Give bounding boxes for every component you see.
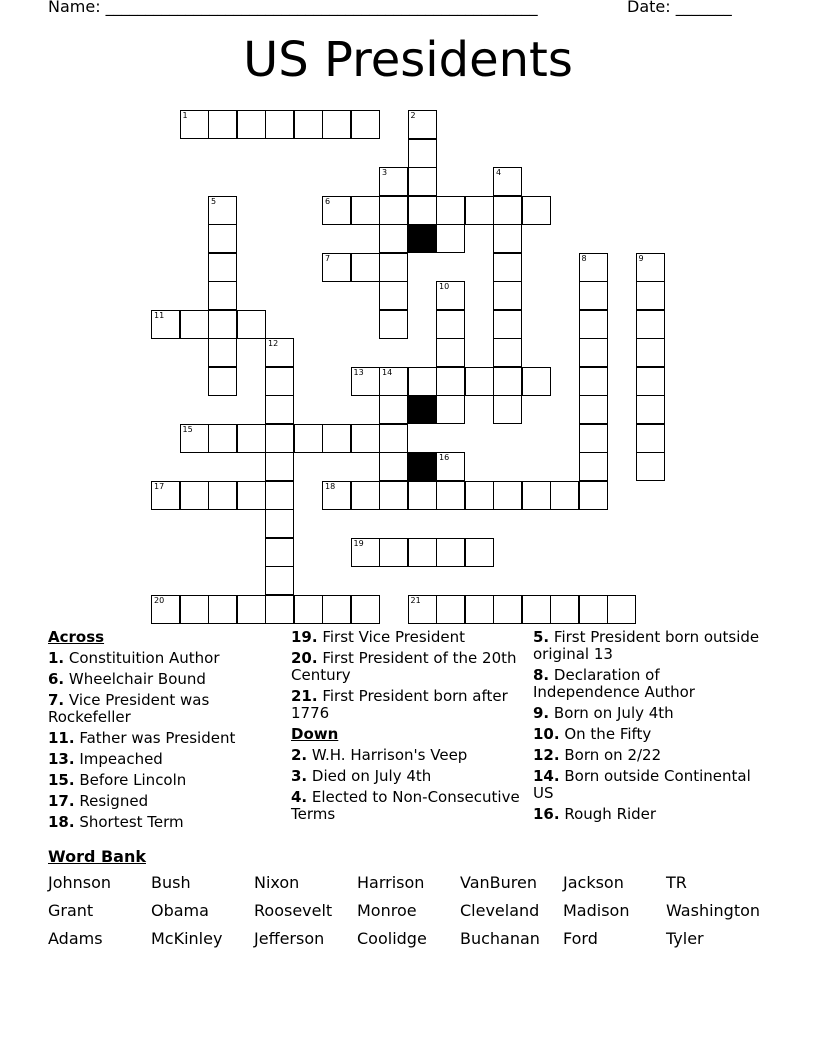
- clue-text: First Vice President: [317, 628, 465, 646]
- crossword-cell[interactable]: [151, 595, 180, 624]
- word-bank-item: Nixon: [254, 873, 300, 892]
- crossword-cell[interactable]: [351, 367, 380, 396]
- word-bank-item: Cleveland: [460, 901, 540, 920]
- crossword-cell[interactable]: [579, 481, 608, 510]
- crossword-cell[interactable]: [379, 424, 408, 453]
- clue-number: 15: [182, 424, 193, 434]
- clue-number-label: 19.: [291, 628, 318, 646]
- crossword-cell[interactable]: [636, 281, 665, 310]
- clue: [48, 772, 280, 789]
- crossword-cell[interactable]: [636, 310, 665, 339]
- crossword-cell[interactable]: [265, 538, 294, 567]
- down-heading: Down: [291, 725, 339, 743]
- crossword-cell[interactable]: [208, 224, 237, 253]
- clue-text: On the Fifty: [559, 725, 652, 743]
- clue-text: Father was President: [74, 729, 236, 747]
- word-bank-item: Washington: [666, 901, 761, 920]
- clue: [48, 751, 280, 768]
- crossword-cell[interactable]: [265, 395, 294, 424]
- clue: [533, 747, 768, 764]
- clue-text: First President of the 20th Century: [291, 649, 517, 684]
- clue-text: Born outside Continental US: [533, 767, 751, 802]
- crossword-cell[interactable]: [208, 481, 237, 510]
- crossword-cell[interactable]: [436, 452, 465, 481]
- crossword-cell[interactable]: [493, 395, 522, 424]
- crossword-cell[interactable]: [550, 481, 579, 510]
- crossword-cell[interactable]: [436, 338, 465, 367]
- clue-text: Vice President was Rockefeller: [48, 691, 210, 726]
- clue-number-label: 9.: [533, 704, 550, 722]
- clue-number: 21: [410, 595, 421, 605]
- crossword-cell[interactable]: [265, 509, 294, 538]
- crossword-cell[interactable]: [522, 481, 551, 510]
- crossword-cell[interactable]: [151, 310, 180, 339]
- crossword-cell[interactable]: [379, 167, 408, 196]
- crossword-cell[interactable]: [636, 367, 665, 396]
- crossword-cell[interactable]: [208, 110, 237, 139]
- clue-number-label: 8.: [533, 666, 550, 684]
- clue-number-label: 5.: [533, 628, 550, 646]
- clue-number-label: 3.: [291, 767, 308, 785]
- crossword-cell[interactable]: [408, 196, 437, 225]
- clue-number-label: 16.: [533, 805, 560, 823]
- clue: [291, 747, 523, 764]
- clue-number: 5: [211, 196, 217, 206]
- crossword-cell[interactable]: [493, 196, 522, 225]
- clue-number: 2: [410, 111, 416, 120]
- clue-number-label: 11.: [48, 729, 75, 747]
- clue-number-label: 7.: [48, 691, 65, 709]
- crossword-cell[interactable]: [607, 595, 636, 624]
- clue-number-label: 10.: [533, 725, 560, 743]
- crossword-cell[interactable]: [408, 110, 437, 139]
- clue-number: 6: [325, 196, 331, 206]
- clue: [48, 650, 280, 667]
- crossword-cell[interactable]: [465, 538, 494, 567]
- word-bank-item: Tyler: [666, 929, 704, 948]
- clue-number-label: 13.: [48, 750, 75, 768]
- clue-text: First President born after 1776: [291, 687, 508, 722]
- clue-number: 11: [154, 310, 165, 320]
- clue: [291, 688, 523, 722]
- word-bank-item: Harrison: [357, 873, 425, 892]
- crossword-cell[interactable]: [322, 481, 351, 510]
- crossword-cell[interactable]: [436, 224, 465, 253]
- crossword-cell[interactable]: [351, 110, 380, 139]
- clue: [48, 692, 280, 726]
- clue-number: 16: [439, 453, 450, 462]
- word-bank-item: Jackson: [563, 873, 624, 892]
- crossword-cell[interactable]: [522, 367, 551, 396]
- crossword-cell[interactable]: [436, 538, 465, 567]
- crossword-cell[interactable]: [579, 253, 608, 282]
- crossword-cell[interactable]: [579, 310, 608, 339]
- crossword-cell[interactable]: [408, 139, 437, 168]
- crossword-cell[interactable]: [265, 424, 294, 453]
- crossword-cell[interactable]: [636, 424, 665, 453]
- word-bank-item: Jefferson: [254, 929, 325, 948]
- clue-number: 9: [638, 253, 644, 263]
- crossword-cell[interactable]: [180, 424, 209, 453]
- crossword-cell[interactable]: [180, 595, 209, 624]
- clue-text: Wheelchair Bound: [64, 670, 206, 688]
- clue: [533, 629, 768, 663]
- crossword-cell[interactable]: [579, 424, 608, 453]
- black-square: [408, 224, 437, 253]
- crossword-cell[interactable]: [636, 338, 665, 367]
- crossword-cell[interactable]: [408, 481, 437, 510]
- crossword-cell[interactable]: [636, 395, 665, 424]
- clue: [48, 730, 280, 747]
- clue-number-label: 17.: [48, 792, 75, 810]
- clue: [48, 814, 280, 831]
- clue: [291, 789, 523, 823]
- crossword-cell[interactable]: [465, 367, 494, 396]
- crossword-cell[interactable]: [493, 224, 522, 253]
- crossword-cell[interactable]: [265, 110, 294, 139]
- word-bank-item: Ford: [563, 929, 598, 948]
- crossword-cell[interactable]: [436, 367, 465, 396]
- crossword-cell[interactable]: [180, 310, 209, 339]
- crossword-cell[interactable]: [465, 196, 494, 225]
- crossword-cell[interactable]: [379, 281, 408, 310]
- clue-column-2: [291, 629, 523, 827]
- crossword-cell[interactable]: [237, 481, 266, 510]
- word-bank-item: TR: [666, 873, 687, 892]
- clue: [291, 650, 523, 684]
- crossword-cell[interactable]: [237, 310, 266, 339]
- clue-number-label: 21.: [291, 687, 318, 705]
- clue: [291, 629, 523, 646]
- clue-text: Born on July 4th: [549, 704, 674, 722]
- crossword-cell[interactable]: [408, 595, 437, 624]
- crossword-cell[interactable]: [208, 310, 237, 339]
- clue: [48, 671, 280, 688]
- crossword-cell[interactable]: [379, 367, 408, 396]
- black-square: [408, 395, 437, 424]
- crossword-cell[interactable]: [151, 481, 180, 510]
- clue-number-label: 20.: [291, 649, 318, 667]
- crossword-cell[interactable]: [493, 595, 522, 624]
- crossword-cell[interactable]: [294, 110, 323, 139]
- crossword-cell[interactable]: [322, 595, 351, 624]
- crossword-cell[interactable]: [265, 452, 294, 481]
- crossword-cell[interactable]: [493, 167, 522, 196]
- clue-text: Elected to Non-Consecutive Terms: [291, 788, 520, 823]
- word-bank-item: VanBuren: [460, 873, 537, 892]
- clue-text: Died on July 4th: [307, 767, 432, 785]
- clue-number: 7: [325, 253, 331, 263]
- crossword-cell[interactable]: [436, 310, 465, 339]
- clue-number: 1: [182, 111, 188, 120]
- crossword-cell[interactable]: [436, 196, 465, 225]
- clue-number-label: 18.: [48, 813, 75, 831]
- clue-number: 14: [382, 367, 393, 377]
- crossword-cell[interactable]: [237, 424, 266, 453]
- crossword-cell[interactable]: [493, 310, 522, 339]
- crossword-cell[interactable]: [322, 196, 351, 225]
- crossword-cell[interactable]: [493, 367, 522, 396]
- crossword-cell[interactable]: [379, 481, 408, 510]
- clue: [48, 793, 280, 810]
- crossword-cell[interactable]: [265, 595, 294, 624]
- clue-number: 8: [581, 253, 587, 263]
- clue-number: 12: [268, 339, 279, 348]
- word-bank-heading: Word Bank: [48, 847, 147, 866]
- clue-number-label: 4.: [291, 788, 308, 806]
- clue-number: 4: [496, 168, 502, 177]
- crossword-cell[interactable]: [465, 595, 494, 624]
- crossword-cell[interactable]: [579, 367, 608, 396]
- crossword-cell[interactable]: [579, 595, 608, 624]
- crossword-cell[interactable]: [351, 481, 380, 510]
- word-bank: [48, 874, 788, 948]
- crossword-cell[interactable]: [237, 595, 266, 624]
- across-heading: Across: [48, 628, 105, 646]
- crossword-cell[interactable]: [636, 452, 665, 481]
- word-bank-item: Monroe: [357, 901, 417, 920]
- clue-number: 19: [353, 538, 364, 548]
- crossword-cell[interactable]: [436, 281, 465, 310]
- clue-number: 18: [325, 481, 336, 491]
- crossword-cell[interactable]: [579, 281, 608, 310]
- crossword-cell[interactable]: [208, 253, 237, 282]
- crossword-cell[interactable]: [579, 452, 608, 481]
- crossword-cell[interactable]: [436, 395, 465, 424]
- crossword-cell[interactable]: [265, 367, 294, 396]
- clue: [533, 768, 768, 802]
- word-bank-item: Obama: [151, 901, 209, 920]
- clue-number-label: 14.: [533, 767, 560, 785]
- word-bank-item: Grant: [48, 901, 94, 920]
- clue-number: 13: [353, 367, 364, 377]
- clue-text: First President born outside original 13: [533, 628, 760, 663]
- crossword-cell[interactable]: [208, 196, 237, 225]
- crossword-cell[interactable]: [294, 595, 323, 624]
- clue-number: 3: [382, 168, 388, 177]
- clue-text: W.H. Harrison's Veep: [307, 746, 468, 764]
- clue-number-label: 15.: [48, 771, 75, 789]
- crossword-cell[interactable]: [522, 196, 551, 225]
- crossword-cell[interactable]: [408, 538, 437, 567]
- crossword-cell[interactable]: [493, 281, 522, 310]
- clue-text: Born on 2/22: [559, 746, 662, 764]
- crossword-cell[interactable]: [351, 538, 380, 567]
- crossword-cell[interactable]: [436, 595, 465, 624]
- clue-number-label: 12.: [533, 746, 560, 764]
- crossword-cell[interactable]: [351, 595, 380, 624]
- crossword-cell[interactable]: [379, 196, 408, 225]
- clue-text: Resigned: [74, 792, 149, 810]
- clue-column-3: [533, 629, 768, 827]
- clue-number-label: 6.: [48, 670, 65, 688]
- name-line[interactable]: Name: ______________________________________________________: [48, 0, 538, 16]
- crossword-cell[interactable]: [436, 481, 465, 510]
- crossword-cell[interactable]: [208, 424, 237, 453]
- clue-text: Constituition Author: [64, 649, 220, 667]
- crossword-cell[interactable]: [208, 367, 237, 396]
- crossword-cell[interactable]: [522, 595, 551, 624]
- clue-text: Declaration of Independence Author: [533, 666, 695, 701]
- black-square: [408, 452, 437, 481]
- clue-number-label: 1.: [48, 649, 65, 667]
- clue: [533, 806, 768, 823]
- clue-text: Rough Rider: [559, 805, 657, 823]
- crossword-cell[interactable]: [550, 595, 579, 624]
- crossword-cell[interactable]: [265, 566, 294, 595]
- clue-text: Before Lincoln: [74, 771, 187, 789]
- clue-number-label: 2.: [291, 746, 308, 764]
- crossword-cell[interactable]: [237, 110, 266, 139]
- date-line[interactable]: Date: _______: [627, 0, 732, 16]
- crossword-cell[interactable]: [379, 395, 408, 424]
- crossword-cell[interactable]: [493, 338, 522, 367]
- crossword-cell[interactable]: [322, 253, 351, 282]
- crossword-cell[interactable]: [493, 481, 522, 510]
- crossword-cell[interactable]: [379, 310, 408, 339]
- crossword-cell[interactable]: [351, 253, 380, 282]
- clue-number: 20: [154, 595, 165, 605]
- crossword-cell[interactable]: [322, 424, 351, 453]
- word-bank-item: Bush: [151, 873, 191, 892]
- word-bank-item: Adams: [48, 929, 103, 948]
- word-bank-item: Madison: [563, 901, 630, 920]
- word-bank-item: Coolidge: [357, 929, 427, 948]
- crossword-cell[interactable]: [351, 424, 380, 453]
- word-bank-item: McKinley: [151, 929, 223, 948]
- crossword-cell[interactable]: [379, 452, 408, 481]
- crossword-cell[interactable]: [351, 196, 380, 225]
- word-bank-item: Roosevelt: [254, 901, 333, 920]
- crossword-cell[interactable]: [579, 395, 608, 424]
- crossword-cell[interactable]: [579, 338, 608, 367]
- clue: [533, 726, 768, 743]
- crossword-cell[interactable]: [208, 595, 237, 624]
- word-bank-item: Buchanan: [460, 929, 540, 948]
- crossword-cell[interactable]: [180, 110, 209, 139]
- crossword-cell[interactable]: [408, 367, 437, 396]
- crossword-cell[interactable]: [265, 481, 294, 510]
- crossword-cell[interactable]: [180, 481, 209, 510]
- crossword-cell[interactable]: [379, 224, 408, 253]
- crossword-cell[interactable]: [408, 167, 437, 196]
- clue: [291, 768, 523, 785]
- word-bank-item: Johnson: [48, 873, 112, 892]
- clue-number: 17: [154, 481, 165, 491]
- crossword-cell[interactable]: [294, 424, 323, 453]
- crossword-cell[interactable]: [265, 338, 294, 367]
- crossword-cell[interactable]: [379, 253, 408, 282]
- crossword-cell[interactable]: [465, 481, 494, 510]
- clue-number: 10: [439, 282, 450, 291]
- crossword-cell[interactable]: [208, 338, 237, 367]
- page-title: US Presidents: [243, 32, 573, 88]
- crossword-cell[interactable]: [636, 253, 665, 282]
- clue-text: Shortest Term: [74, 813, 184, 831]
- crossword-cell[interactable]: [322, 110, 351, 139]
- clue-column-1: [48, 629, 280, 835]
- clue: [533, 705, 768, 722]
- crossword-cell[interactable]: [208, 281, 237, 310]
- crossword-cell[interactable]: [379, 538, 408, 567]
- clue-text: Impeached: [74, 750, 163, 768]
- clue: [533, 667, 768, 701]
- crossword-cell[interactable]: [493, 253, 522, 282]
